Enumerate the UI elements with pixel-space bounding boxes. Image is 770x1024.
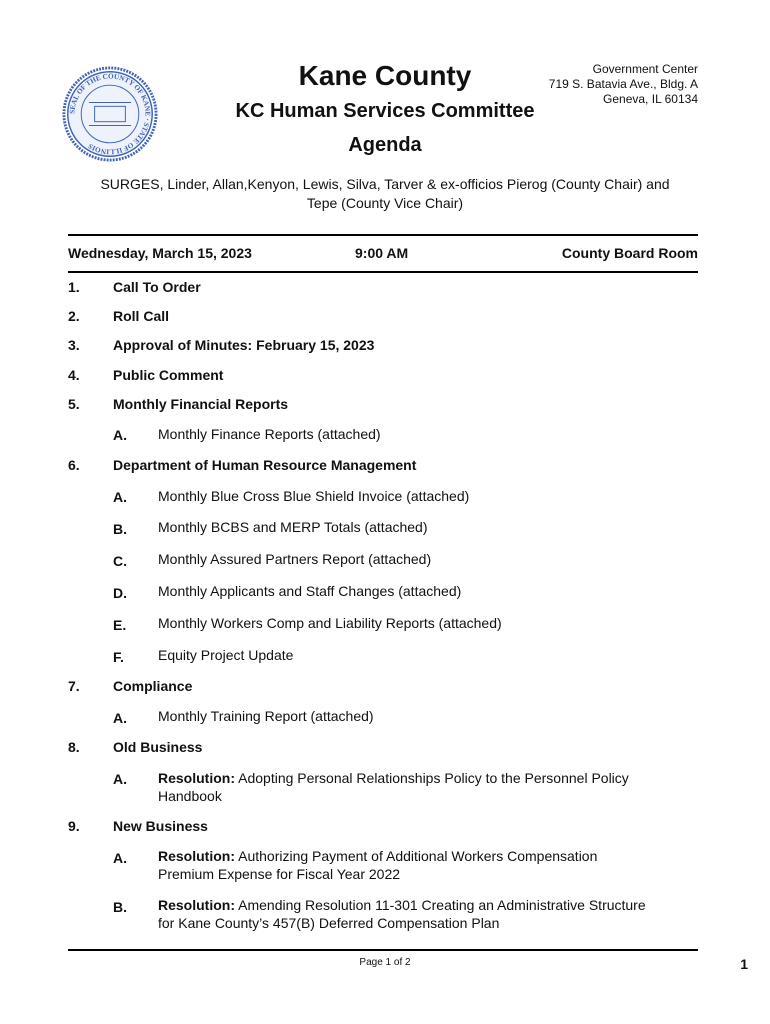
sub-item: Monthly Blue Cross Blue Shield Invoice (attached) <box>158 488 470 504</box>
item-number: 8. <box>68 739 80 755</box>
resolution-label: Resolution: <box>158 770 235 786</box>
resolution-text-cont: for Kane County’s 457(B) Deferred Compensation Plan <box>158 915 500 931</box>
members-line: SURGES, Linder, Allan,Kenyon, Lewis, Silva, Tarver & ex-officios Pierog (County Chair) and <box>100 176 670 192</box>
resolution-text: Amending Resolution 11-301 Creating an Administrative Structure <box>235 897 646 913</box>
meeting-time: 9:00 AM <box>355 245 409 261</box>
agenda-item: Old Business <box>113 739 203 755</box>
county-seal <box>62 66 158 162</box>
sub-item-letter: C. <box>113 553 127 569</box>
agenda-item: Compliance <box>113 678 193 694</box>
item-number: 2. <box>68 308 80 324</box>
resolution-text-cont: Premium Expense for Fiscal Year 2022 <box>158 866 401 882</box>
item-number: 1. <box>68 279 80 295</box>
resolution-text: Authorizing Payment of Additional Workers Compensation <box>235 848 598 864</box>
sub-item-letter: A. <box>113 710 127 726</box>
document-type: Agenda <box>348 134 422 156</box>
page-number: 1 <box>740 956 748 972</box>
resolution-item <box>158 896 703 932</box>
address-line: 719 S. Batavia Ave., Bldg. A <box>548 77 698 91</box>
address-line: Government Center <box>592 62 698 76</box>
sub-item-letter: F. <box>113 649 124 665</box>
agenda-item: Monthly Financial Reports <box>113 396 289 412</box>
sub-item: Monthly Workers Comp and Liability Reports (attached) <box>158 615 502 631</box>
county-title: Kane County <box>298 60 472 91</box>
sub-item-letter: A. <box>113 771 127 787</box>
sub-item-letter: B. <box>113 899 127 915</box>
committee-name: KC Human Services Committee <box>235 100 535 122</box>
resolution-label: Resolution: <box>158 897 235 913</box>
members-line: Tepe (County Vice Chair) <box>306 195 464 211</box>
address-block <box>549 62 698 107</box>
resolution-item <box>158 847 703 883</box>
resolution-text-cont: Handbook <box>158 788 222 804</box>
item-number: 9. <box>68 818 80 834</box>
divider <box>68 949 698 951</box>
agenda-item: Public Comment <box>113 367 224 383</box>
sub-item: Monthly Applicants and Staff Changes (attached) <box>158 583 462 599</box>
page-footer: Page 1 of 2 <box>359 957 411 968</box>
resolution-label: Resolution: <box>158 848 235 864</box>
item-number: 3. <box>68 337 80 353</box>
sub-item-letter: D. <box>113 585 127 601</box>
sub-item: Monthly Finance Reports (attached) <box>158 426 381 442</box>
sub-item-letter: B. <box>113 521 127 537</box>
sub-item-letter: A. <box>113 489 127 505</box>
item-number: 6. <box>68 457 80 473</box>
address-line: Geneva, IL 60134 <box>603 92 698 106</box>
item-number: 4. <box>68 367 80 383</box>
meeting-date: Wednesday, March 15, 2023 <box>68 245 252 261</box>
item-number: 7. <box>68 678 80 694</box>
agenda-item: Approval of Minutes: February 15, 2023 <box>113 337 375 353</box>
sub-item-letter: A. <box>113 850 127 866</box>
agenda-item: Roll Call <box>113 308 170 324</box>
agenda-item: Department of Human Resource Management <box>113 457 417 473</box>
sub-item: Monthly BCBS and MERP Totals (attached) <box>158 519 428 535</box>
sub-item-letter: E. <box>113 617 127 633</box>
sub-item: Monthly Assured Partners Report (attached) <box>158 551 432 567</box>
resolution-item <box>158 769 703 805</box>
svg-text:SEAL OF THE COUNTY OF KANE · S: SEAL OF THE COUNTY OF KANE · STATE OF ILLINOIS <box>68 72 152 156</box>
sub-item-letter: A. <box>113 427 127 443</box>
sub-item: Equity Project Update <box>158 647 294 663</box>
agenda-item: New Business <box>113 818 208 834</box>
meeting-room: County Board Room <box>561 245 698 261</box>
sub-item: Monthly Training Report (attached) <box>158 708 374 724</box>
resolution-text: Adopting Personal Relationships Policy to the Personnel Policy <box>235 770 629 786</box>
divider <box>68 234 698 236</box>
divider <box>68 271 698 273</box>
agenda-item: Call To Order <box>113 279 201 295</box>
item-number: 5. <box>68 396 80 412</box>
committee-members <box>60 175 710 213</box>
